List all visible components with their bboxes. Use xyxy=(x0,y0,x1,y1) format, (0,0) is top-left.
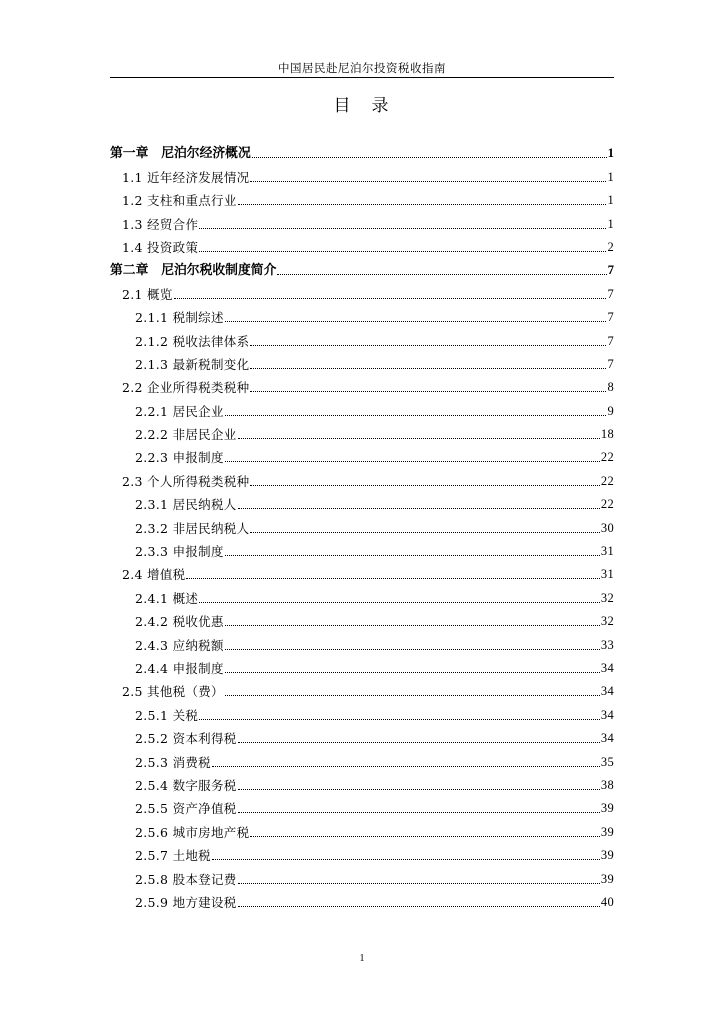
toc-entry-page: 8 xyxy=(607,380,614,395)
toc-entry-label: 2.1.2 税收法律体系 xyxy=(135,333,250,349)
toc-entry[interactable] xyxy=(110,606,614,629)
toc-entry[interactable] xyxy=(110,325,614,348)
running-header: 中国居民赴尼泊尔投资税收指南 xyxy=(278,61,446,75)
dot-leader xyxy=(238,812,600,813)
dot-leader xyxy=(199,251,606,252)
toc-entry-page: 39 xyxy=(600,871,614,886)
toc-entry[interactable] xyxy=(110,302,614,325)
toc-entry-page: 40 xyxy=(600,894,614,909)
toc-entry-label: 2.3.1 居民纳税人 xyxy=(135,497,237,513)
toc-entry-label: 2.5.5 资产净值税 xyxy=(135,801,237,817)
toc-entry-label: 2.2.2 非居民企业 xyxy=(135,427,237,443)
toc-entry-label: 2.1.3 最新税制变化 xyxy=(135,356,250,372)
toc-entry-label: 2.2 企业所得税类税种 xyxy=(122,380,250,396)
toc-entry-label: 2.2.1 居民企业 xyxy=(135,403,224,419)
toc-entry[interactable] xyxy=(110,793,614,816)
toc-entry-page: 39 xyxy=(600,801,614,816)
toc-entry-label: 2.5.7 土地税 xyxy=(135,848,211,864)
dot-leader xyxy=(199,602,600,603)
toc-entry-page: 2 xyxy=(607,239,614,254)
dot-leader xyxy=(238,742,600,743)
toc-entry[interactable] xyxy=(110,278,614,301)
dot-leader xyxy=(250,836,600,837)
toc-entry-page: 34 xyxy=(600,707,614,722)
toc-entry-page: 1 xyxy=(607,169,614,184)
toc-entry-label: 2.1.1 税制综述 xyxy=(135,310,224,326)
toc-entry[interactable] xyxy=(110,232,614,255)
toc-entry-label: 2.5.8 股本登记费 xyxy=(135,871,237,887)
toc-entry-page: 22 xyxy=(600,473,614,488)
dot-leader xyxy=(250,368,606,369)
dot-leader xyxy=(250,181,606,182)
dot-leader xyxy=(238,789,600,790)
dot-leader xyxy=(250,532,600,533)
dot-leader xyxy=(250,345,606,346)
dot-leader xyxy=(238,508,600,509)
dot-leader xyxy=(252,157,607,158)
toc-entry-page: 32 xyxy=(600,614,614,629)
toc-entry-page: 31 xyxy=(600,567,614,582)
toc-entry[interactable] xyxy=(110,582,614,605)
toc-entry[interactable] xyxy=(110,442,614,465)
toc-entry[interactable] xyxy=(110,419,614,442)
toc-entry-label: 2.5.1 关税 xyxy=(135,707,199,723)
toc-entry[interactable] xyxy=(110,138,614,161)
toc-entry[interactable] xyxy=(110,349,614,372)
toc-entry[interactable] xyxy=(110,629,614,652)
toc-entry-label: 2.5.4 数字服务税 xyxy=(135,777,237,793)
toc-entry[interactable] xyxy=(110,372,614,395)
toc-entry[interactable] xyxy=(110,395,614,418)
toc-entry-label: 2.4.2 税收优惠 xyxy=(135,614,224,630)
toc-entry-page: 9 xyxy=(607,403,614,418)
toc-entry[interactable] xyxy=(110,863,614,886)
toc-entry[interactable] xyxy=(110,161,614,184)
toc-entry[interactable] xyxy=(110,816,614,839)
toc-entry-label: 2.3.2 非居民纳税人 xyxy=(135,520,250,536)
toc-entry-page: 35 xyxy=(600,754,614,769)
toc-entry-label: 2.5.2 资本利得税 xyxy=(135,731,237,747)
dot-leader xyxy=(225,555,600,556)
toc-entry-page: 1 xyxy=(607,216,614,231)
toc-entry[interactable] xyxy=(110,536,614,559)
toc-entry-page: 34 xyxy=(600,660,614,675)
toc-entry-page: 7 xyxy=(607,356,614,371)
toc-entry-page: 34 xyxy=(600,684,614,699)
toc-entry-page: 7 xyxy=(607,286,614,301)
toc-entry[interactable] xyxy=(110,770,614,793)
toc-entry-page: 38 xyxy=(600,777,614,792)
toc-entry-page: 22 xyxy=(600,450,614,465)
toc-entry-page: 22 xyxy=(600,497,614,512)
page-number: 1 xyxy=(359,953,365,964)
dot-leader xyxy=(174,298,607,299)
toc-entry[interactable] xyxy=(110,653,614,676)
toc-entry-label: 2.4.4 申报制度 xyxy=(135,660,224,676)
toc-entry[interactable] xyxy=(110,185,614,208)
dot-leader xyxy=(225,695,600,696)
toc-entry-label: 2.3.3 申报制度 xyxy=(135,544,224,560)
toc-entry[interactable] xyxy=(110,255,614,278)
toc-entry-label: 1.3 经贸合作 xyxy=(122,216,199,232)
toc-entry-label: 2.5 其他税（费） xyxy=(122,684,224,700)
toc-entry-page: 7 xyxy=(607,263,614,278)
toc-entry-page: 39 xyxy=(600,824,614,839)
toc-entry-label: 2.5.3 消费税 xyxy=(135,754,211,770)
toc-entry-page: 32 xyxy=(600,590,614,605)
toc-entry[interactable] xyxy=(110,887,614,910)
dot-leader xyxy=(225,415,607,416)
toc-entry-page: 18 xyxy=(600,427,614,442)
toc-entry-page: 7 xyxy=(607,310,614,325)
dot-leader xyxy=(199,719,600,720)
toc-entry-label: 2.5.6 城市房地产税 xyxy=(135,824,250,840)
toc-entry-label: 1.1 近年经济发展情况 xyxy=(122,169,250,185)
dot-leader xyxy=(212,859,600,860)
toc-entry[interactable] xyxy=(110,465,614,488)
dot-leader xyxy=(212,766,600,767)
toc-entry[interactable] xyxy=(110,512,614,535)
toc-entry-page: 1 xyxy=(607,146,614,161)
toc-entry-page: 31 xyxy=(600,544,614,559)
header-rule xyxy=(110,77,614,78)
toc-entry[interactable] xyxy=(110,676,614,699)
toc-entry-label: 第一章 尼泊尔经济概况 xyxy=(110,146,251,162)
toc-entry-label: 2.4 增值税 xyxy=(122,567,186,583)
toc-entry[interactable] xyxy=(110,746,614,769)
toc-entry-label: 2.4.3 应纳税额 xyxy=(135,637,224,653)
dot-leader xyxy=(225,625,600,626)
dot-leader xyxy=(277,274,606,275)
dot-leader xyxy=(238,906,600,907)
toc-entry-label: 2.4.1 概述 xyxy=(135,590,199,606)
toc-entry-label: 2.2.3 申报制度 xyxy=(135,450,224,466)
dot-leader xyxy=(225,461,600,462)
toc-entry-page: 39 xyxy=(600,848,614,863)
toc-entry-label: 第二章 尼泊尔税收制度简介 xyxy=(110,263,277,279)
toc-entry-label: 1.4 投资政策 xyxy=(122,239,199,255)
toc-entry-label: 2.3 个人所得税类税种 xyxy=(122,473,250,489)
toc-entry-page: 7 xyxy=(607,333,614,348)
dot-leader xyxy=(238,438,600,439)
toc-entry-page: 1 xyxy=(607,193,614,208)
toc-entry-label: 2.1 概览 xyxy=(122,286,173,302)
dot-leader xyxy=(238,883,600,884)
toc-entry-page: 34 xyxy=(600,731,614,746)
dot-leader xyxy=(250,485,599,486)
dot-leader xyxy=(225,321,607,322)
dot-leader xyxy=(238,204,607,205)
toc-entry-label: 1.2 支柱和重点行业 xyxy=(122,193,237,209)
dot-leader xyxy=(186,578,599,579)
toc-entry[interactable] xyxy=(110,208,614,231)
dot-leader xyxy=(199,228,606,229)
toc-entry[interactable] xyxy=(110,489,614,512)
table-of-contents xyxy=(110,138,614,910)
dot-leader xyxy=(250,391,606,392)
toc-entry[interactable] xyxy=(110,699,614,722)
toc-entry-label: 2.5.9 地方建设税 xyxy=(135,894,237,910)
toc-title: 目 录 xyxy=(333,96,391,116)
dot-leader xyxy=(225,649,600,650)
toc-entry[interactable] xyxy=(110,840,614,863)
toc-entry-page: 30 xyxy=(600,520,614,535)
toc-entry-page: 33 xyxy=(600,637,614,652)
dot-leader xyxy=(225,672,600,673)
toc-entry[interactable] xyxy=(110,559,614,582)
toc-entry[interactable] xyxy=(110,723,614,746)
